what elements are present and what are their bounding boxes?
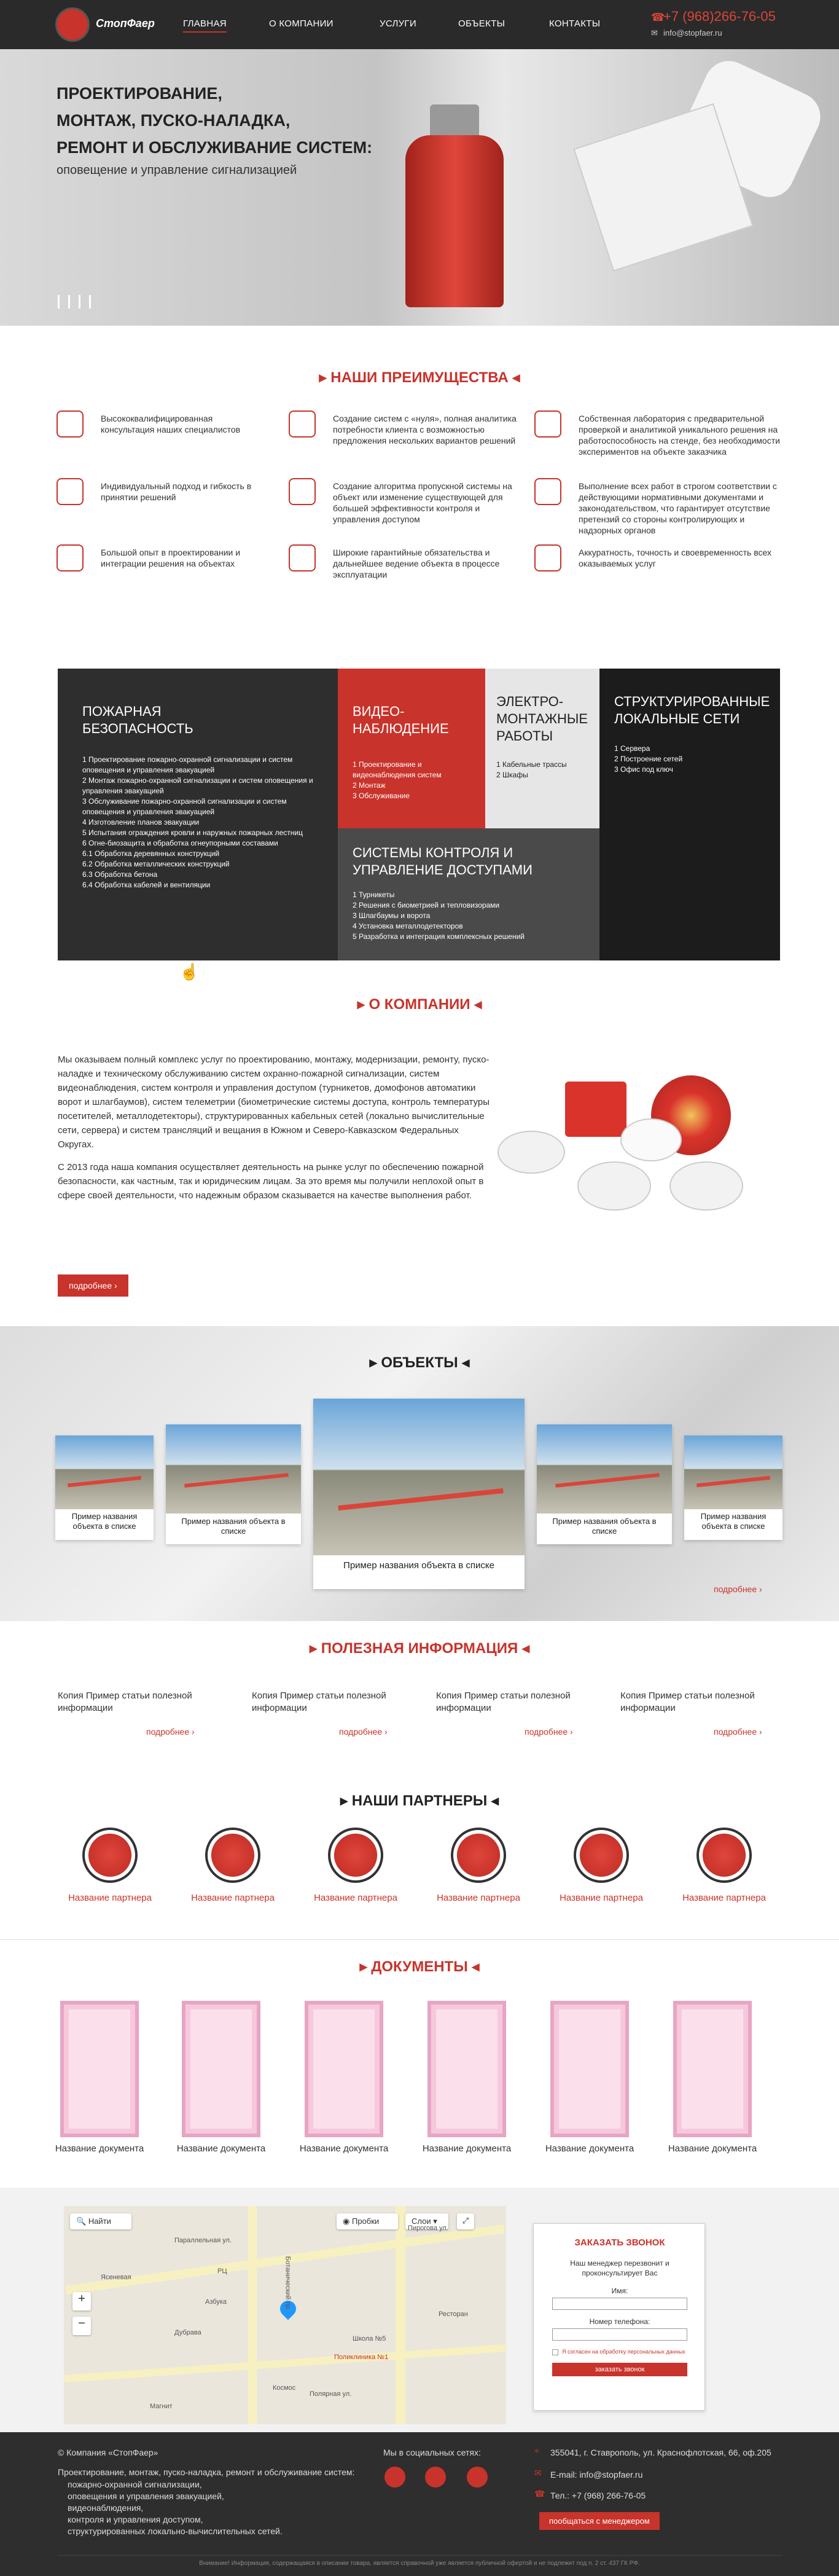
about-more-button[interactable]: подробнее › <box>58 1274 128 1297</box>
callback-title: ЗАКАЗАТЬ ЗВОНОК <box>574 2237 665 2248</box>
document-thumbnail[interactable] <box>427 2001 506 2137</box>
footer-social-heading: Мы в социальных сетях: <box>383 2448 481 2457</box>
object-caption: Пример названия объекта в списке <box>343 1560 494 1571</box>
object-card-featured[interactable] <box>313 1399 525 1589</box>
checklist-icon <box>534 544 561 571</box>
document-name[interactable]: Название документа <box>668 2143 757 2154</box>
map-zoom-in-icon[interactable]: + <box>72 2292 91 2311</box>
footer-copyright: © Компания «СтопФаер» <box>58 2448 158 2457</box>
team-icon <box>57 410 84 438</box>
object-image <box>537 1424 672 1514</box>
service-list <box>82 755 322 890</box>
about-paragraph: Мы оказываем полный комплекс услуг по проектированию, монтажу, модернизации, ремонту, пуско-наладке и техническому обслуживанию систем охранно-пожарной сигнализации, систем видеонаблюдения, систем контроля и управления доступом (турникетов, домофонов автоматики ворот и шлагбаумов), систем телеметрии (биометрические системы доступа, контроль температуры посетителей, металлодетекторы), структурированных кабельных сетей (локально вычислительные сети, сервера) и систем трансляций и вещания в Южном и Северо-Кавказском Федеральных Округах. <box>58 1054 490 1150</box>
service-item: 5 Разработка и интеграция комплексных решений <box>353 932 525 941</box>
service-network[interactable] <box>599 669 780 960</box>
info-article-title[interactable]: Копия Пример статьи полезной информации <box>436 1690 571 1713</box>
info-article-title[interactable]: Копия Пример статьи полезной информации <box>58 1690 192 1713</box>
callback-form <box>533 2223 705 2411</box>
service-item: 1 Турникеты <box>353 890 395 899</box>
object-card[interactable] <box>166 1424 301 1544</box>
object-caption: Пример названия объекта в списке <box>552 1517 657 1536</box>
fire-hand-icon <box>289 410 316 438</box>
partner-name[interactable]: Название партнера <box>560 1893 643 1903</box>
map-road <box>64 2344 505 2382</box>
footer-service-item: оповещения и управления эвакуацией, <box>68 2491 224 2501</box>
services-grid <box>58 669 780 960</box>
map-label: Пирогова ул. <box>408 2225 448 2232</box>
facebook-icon[interactable] <box>384 2467 405 2488</box>
medal-icon <box>534 478 561 505</box>
phone-input[interactable] <box>552 2328 687 2341</box>
advantage-text: Выполнение всех работ в строгом соответствии с действующими нормативными документами и законодательством, что гарантирует отсутствие претензий со стороны контролирующих и надзорных органов <box>579 481 777 535</box>
documents-title-text: ДОКУМЕНТЫ <box>371 1958 468 1975</box>
map-label: Школа №5 <box>353 2335 386 2342</box>
object-card[interactable] <box>684 1435 782 1540</box>
divider <box>0 1939 839 1940</box>
document-name[interactable]: Название документа <box>299 2143 389 2154</box>
document-name[interactable]: Название документа <box>545 2143 634 2154</box>
yandex-map[interactable] <box>64 2206 506 2424</box>
advantages-title: ▸ НАШИ ПРЕИМУЩЕСТВА ◂ <box>319 369 520 386</box>
object-caption: Пример названия объекта в списке <box>181 1517 286 1536</box>
advantages-grid <box>57 410 787 595</box>
partner-logo-icon[interactable] <box>205 1828 260 1883</box>
partner-name[interactable]: Название партнера <box>437 1893 520 1903</box>
service-title: ПОЖАРНАЯ БЕЗОПАСНОСТЬ <box>82 704 193 736</box>
objects-title-text: ОБЪЕКТЫ <box>381 1354 458 1371</box>
footer-disclaimer: Внимание! Информация, содержащаяся в описании товара, является справочной уже является публичной офертой и не подлежит под п. 2 ст. 437 ГК РФ. <box>199 2560 640 2567</box>
mail-icon: ✉ <box>651 28 658 37</box>
partner-name[interactable]: Название партнера <box>314 1893 397 1903</box>
map-label: Полярная ул. <box>310 2390 352 2398</box>
footer-service-item: видеонаблюдения, <box>68 2503 144 2513</box>
object-image <box>55 1435 154 1509</box>
about-title-text: О КОМПАНИИ <box>369 996 470 1013</box>
info-more-link[interactable]: подробнее › <box>525 1727 573 1737</box>
callback-description: Наш менеджер перезвонит и проконсультирует Вас <box>570 2259 669 2277</box>
about-paragraph: С 2013 года наша компания осуществляет деятельность на рынке услуг по обеспечению пожарной безопасности, как частным, так и юридическим лицам. За это время мы получили неплохой опыт в сфере своей деятельности, что надежным образом сказывается на качестве выполнения работ. <box>58 1162 484 1201</box>
hero-title-line: МОНТАЖ, ПУСКО-НАЛАДКА, <box>57 111 291 130</box>
phone-icon: ☎ <box>651 11 665 23</box>
service-title: ЭЛЕКТРО-МОНТАЖНЫЕ РАБОТЫ <box>496 694 588 744</box>
document-thumbnail[interactable] <box>673 2001 752 2137</box>
hero-title-line: ПРОЕКТИРОВАНИЕ, <box>57 84 222 103</box>
document-thumbnail[interactable] <box>305 2001 383 2137</box>
map-label: Ясеневая <box>101 2274 131 2281</box>
service-item: 3 Обслуживание пожарно-охранной сигнализации и систем оповещения и управления эвакуацией <box>82 797 287 816</box>
document-name[interactable]: Название документа <box>422 2143 512 2154</box>
object-image <box>166 1424 301 1514</box>
service-electro[interactable] <box>485 669 599 828</box>
objects-section <box>0 1326 839 1621</box>
service-fire-safety[interactable] <box>58 669 338 960</box>
detectors-image <box>485 1069 768 1223</box>
detector <box>620 1118 682 1161</box>
mail-icon: ✉ <box>534 2468 542 2478</box>
object-image <box>313 1399 525 1555</box>
pager-dot[interactable] <box>68 295 70 308</box>
footer-address: 355041, г. Ставрополь, ул. Краснофлотская, 66, оф.205 <box>550 2448 771 2457</box>
service-item: 1 Проектирование пожарно-охранной сигнализации и систем оповещения и управления эвакуацией <box>82 755 293 774</box>
advantage-text: Индивидуальный подход и гибкость в принятии решений <box>101 481 252 502</box>
detector <box>669 1161 743 1211</box>
service-item: 6 Огне-биозащита и обработка огнеупорными составами <box>82 839 278 847</box>
info-article-title[interactable]: Копия Пример статьи полезной информации <box>620 1690 755 1713</box>
service-item: 6.1 Обработка деревянных конструкций <box>82 849 220 858</box>
pager-dot[interactable] <box>79 295 80 308</box>
advantage-text: Высококвалифицированная консультация наших специалистов <box>101 414 241 434</box>
info-more-link[interactable]: подробнее › <box>714 1727 762 1737</box>
site-footer <box>0 2432 839 2576</box>
detector <box>577 1161 651 1211</box>
map-layers-label: Слои <box>412 2217 431 2226</box>
map-label: Поликлиника №1 <box>334 2354 389 2361</box>
handshake-icon <box>57 478 84 505</box>
service-item: 4 Установка металлодетекторов <box>353 922 463 930</box>
service-item: 4 Изготовление планов эвакуации <box>82 818 200 827</box>
info-title-text: ПОЛЕЗНАЯ ИНФОРМАЦИЯ <box>321 1640 518 1657</box>
objects-more-link[interactable]: подробнее › <box>714 1584 762 1594</box>
advantage-text: Создание алгоритма пропускной системы на объект или изменение существующей для большей эффективности контроля и управления доступом <box>333 481 512 524</box>
footer-services-list <box>68 2479 326 2537</box>
location-icon: ⌖ <box>534 2446 539 2456</box>
site-header <box>0 0 839 49</box>
about-more-label: подробнее <box>69 1281 112 1290</box>
map-traffic-label: Пробки <box>351 2217 380 2226</box>
partner-logo-icon[interactable] <box>697 1828 752 1883</box>
object-caption: Пример названия объекта в списке <box>71 1512 138 1531</box>
name-input[interactable] <box>552 2298 687 2310</box>
document-icon <box>57 544 84 571</box>
detector <box>498 1131 565 1174</box>
footer-service-item: контроля и управления доступом, <box>68 2515 203 2524</box>
service-item: 3 Офис под ключ <box>614 765 673 774</box>
service-list <box>496 760 595 780</box>
info-more-link[interactable]: подробнее › <box>339 1727 388 1737</box>
partner-name[interactable]: Название партнера <box>68 1893 152 1903</box>
service-item: 3 Обслуживание <box>353 791 410 800</box>
service-title: ВИДЕО-НАБЛЮДЕНИЕ <box>353 704 449 736</box>
service-item: 5 Испытания ограждения кровли и наружных пожарных лестниц <box>82 828 303 837</box>
header-email[interactable]: info@stopfaer.ru <box>663 28 722 37</box>
map-zoom-out-icon[interactable]: − <box>72 2317 91 2335</box>
map-traffic-button[interactable]: ◉ Пробки <box>337 2213 398 2229</box>
service-item: 6.2 Обработка металлических конструкций <box>82 860 230 868</box>
footer-email[interactable]: E-mail: info@stopfaer.ru <box>550 2470 643 2480</box>
service-title: СТРУКТУРИРОВАННЫЕ ЛОКАЛЬНЫЕ СЕТИ <box>614 694 770 726</box>
info-article-title[interactable]: Копия Пример статьи полезной информации <box>252 1690 386 1713</box>
object-caption: Пример названия объекта в списке <box>700 1512 767 1531</box>
object-image <box>684 1435 782 1509</box>
map-label: Ресторан <box>439 2311 468 2318</box>
extinguisher-image <box>405 135 504 307</box>
object-card[interactable] <box>55 1435 154 1540</box>
map-label: РЦ <box>217 2268 227 2275</box>
service-video[interactable] <box>338 669 485 828</box>
pager-dot[interactable] <box>89 295 91 308</box>
info-more-label: подробнее <box>146 1727 190 1737</box>
map-label: Дубрава <box>174 2329 201 2336</box>
map-layers-button[interactable]: Слои ▾ <box>405 2213 448 2229</box>
consent-checkbox[interactable] <box>552 2349 558 2355</box>
partner-logo-icon[interactable] <box>82 1828 138 1883</box>
map-label: Азбука <box>205 2298 227 2306</box>
partners-title: ▸ НАШИ ПАРТНЕРЫ ◂ <box>340 1793 499 1809</box>
map-label: Космос <box>273 2384 296 2392</box>
consent-label[interactable]: Я согласен на обработку персональных данных <box>562 2349 685 2355</box>
service-item: 1 Проектирование и видеонаблюдения систем <box>353 760 442 779</box>
map-find-label: Найти <box>88 2217 111 2226</box>
map-label: Параллельная ул. <box>174 2237 232 2244</box>
service-item: 1 Кабельные трассы <box>496 760 567 769</box>
chat-manager-button[interactable]: пообщаться с менеджером <box>539 2512 660 2530</box>
footer-services-heading: Проектирование, монтаж, пуско-наладка, ремонт и обслуживание систем: <box>58 2467 355 2477</box>
service-access[interactable] <box>338 828 599 960</box>
service-item: 1 Сервера <box>614 744 650 753</box>
document-thumbnail[interactable] <box>550 2001 629 2137</box>
advantage-text: Собственная лаборатория с предварительной проверкой и аналитикой уникального решения на работоспособность на стенде, без необходимости экспериментов на объекте заказчика <box>579 414 780 457</box>
advantage-text: Создание систем с «нуля», полная аналитика потребности клиента с возможностью предложения нескольких вариантов решений <box>333 414 517 446</box>
service-item: 2 Монтаж <box>353 781 386 790</box>
phone-icon: ☎ <box>534 2489 545 2499</box>
extinguisher-icon <box>289 478 316 505</box>
advantage-text: Аккуратность, точность и своевременность всех оказываемых услуг <box>579 548 771 568</box>
service-item: 2 Решения с биометрией и тепловизорами <box>353 901 500 909</box>
service-item: 6.4 Обработка кабелей и вентиляции <box>82 881 211 889</box>
nav-objects[interactable]: ОБЪЕКТЫ <box>458 18 505 29</box>
info-more-label: подробнее <box>339 1727 383 1737</box>
map-label: Ботанический пр. <box>284 2256 292 2311</box>
partner-logo-icon[interactable] <box>574 1828 629 1883</box>
nav-contacts[interactable]: КОНТАКТЫ <box>549 18 601 29</box>
document-thumbnail[interactable] <box>182 2001 260 2137</box>
advantages-title-text: НАШИ ПРЕИМУЩЕСТВА <box>330 369 509 386</box>
document-name[interactable]: Название документа <box>55 2143 144 2154</box>
map-road <box>248 2206 257 2424</box>
cursor-hand-icon: ☝ <box>179 962 200 981</box>
partners-title-text: НАШИ ПАРТНЕРЫ <box>351 1793 488 1809</box>
document-thumbnail[interactable] <box>60 2001 139 2137</box>
callback-submit-button[interactable]: заказать звонок <box>552 2363 687 2376</box>
about-text <box>58 1053 494 1203</box>
map-label: Магнит <box>150 2403 173 2410</box>
map-fullscreen-icon[interactable]: ⤢ <box>457 2213 474 2229</box>
advantage-text: Широкие гарантийные обязательства и дальнейшее ведение объекта в процессе эксплуатации <box>333 548 500 579</box>
pager-dot[interactable] <box>58 295 60 308</box>
flame-icon <box>289 544 316 571</box>
advantage-text: Большой опыт в проектировании и интеграции решения на объектах <box>101 548 241 568</box>
footer-phone[interactable]: Тел.: +7 (968) 266-76-05 <box>550 2491 646 2500</box>
hero-title <box>57 80 400 161</box>
service-item: 2 Шкафы <box>496 771 528 779</box>
logo-text[interactable]: СтопФаер <box>96 17 155 29</box>
service-title: СИСТЕМЫ КОНТРОЛЯ И УПРАВЛЕНИЕ ДОСТУПАМИ <box>353 845 533 878</box>
slider-pager[interactable] <box>58 295 100 312</box>
nav-home[interactable]: ГЛАВНАЯ <box>183 18 227 33</box>
partner-name[interactable]: Название партнера <box>191 1893 275 1903</box>
service-list <box>353 760 475 801</box>
service-list <box>614 744 762 775</box>
nav-about[interactable]: О КОМПАНИИ <box>269 18 334 29</box>
service-item: 2 Монтаж пожарно-охранной сигнализации и систем оповещения и управления эвакуацией <box>82 776 313 795</box>
engineer-icon <box>534 410 561 438</box>
partner-name[interactable]: Название партнера <box>682 1893 766 1903</box>
map-road <box>396 2206 405 2424</box>
instagram-icon[interactable] <box>467 2467 488 2488</box>
partner-logo-icon[interactable] <box>328 1828 383 1883</box>
call-point <box>565 1082 626 1137</box>
info-more-label: подробнее <box>525 1727 568 1737</box>
objects-more-label: подробнее <box>714 1584 757 1594</box>
nav-services[interactable]: УСЛУГИ <box>380 18 416 29</box>
hero-subtitle: оповещение и управление сигнализацией <box>57 163 297 177</box>
footer-divider <box>58 2555 782 2556</box>
phone-label: Номер телефона: <box>589 2317 650 2326</box>
service-item: 2 Построение сетей <box>614 755 683 763</box>
service-list <box>353 890 586 942</box>
vk-icon[interactable] <box>425 2467 446 2488</box>
document-name[interactable]: Название документа <box>176 2143 266 2154</box>
object-card[interactable] <box>537 1424 672 1544</box>
about-title: ▸ О КОМПАНИИ ◂ <box>357 996 482 1013</box>
hero-banner <box>0 49 839 326</box>
documents-title: ▸ ДОКУМЕНТЫ ◂ <box>359 1958 480 1975</box>
objects-title: ▸ ОБЪЕКТЫ ◂ <box>369 1354 470 1371</box>
header-phone[interactable]: +7 (968)266-76-05 <box>663 9 776 24</box>
hero-title-line: РЕМОНТ И ОБСЛУЖИВАНИЕ СИСТЕМ: <box>57 138 373 157</box>
map-search-button[interactable]: 🔍 Найти <box>70 2213 131 2229</box>
logo-flame-icon[interactable] <box>55 7 90 42</box>
service-item: 6.3 Обработка бетона <box>82 870 158 879</box>
info-more-label: подробнее <box>714 1727 757 1737</box>
service-item: 3 Шлагбаумы и ворота <box>353 911 431 920</box>
name-label: Имя: <box>611 2287 628 2295</box>
info-title: ▸ ПОЛЕЗНАЯ ИНФОРМАЦИЯ ◂ <box>309 1640 529 1657</box>
footer-service-item: структурированных локально-вычислительных сетей. <box>68 2526 283 2536</box>
partner-logo-icon[interactable] <box>451 1828 506 1883</box>
info-more-link[interactable]: подробнее › <box>146 1727 195 1737</box>
footer-service-item: пожарно-охранной сигнализации, <box>68 2480 202 2489</box>
